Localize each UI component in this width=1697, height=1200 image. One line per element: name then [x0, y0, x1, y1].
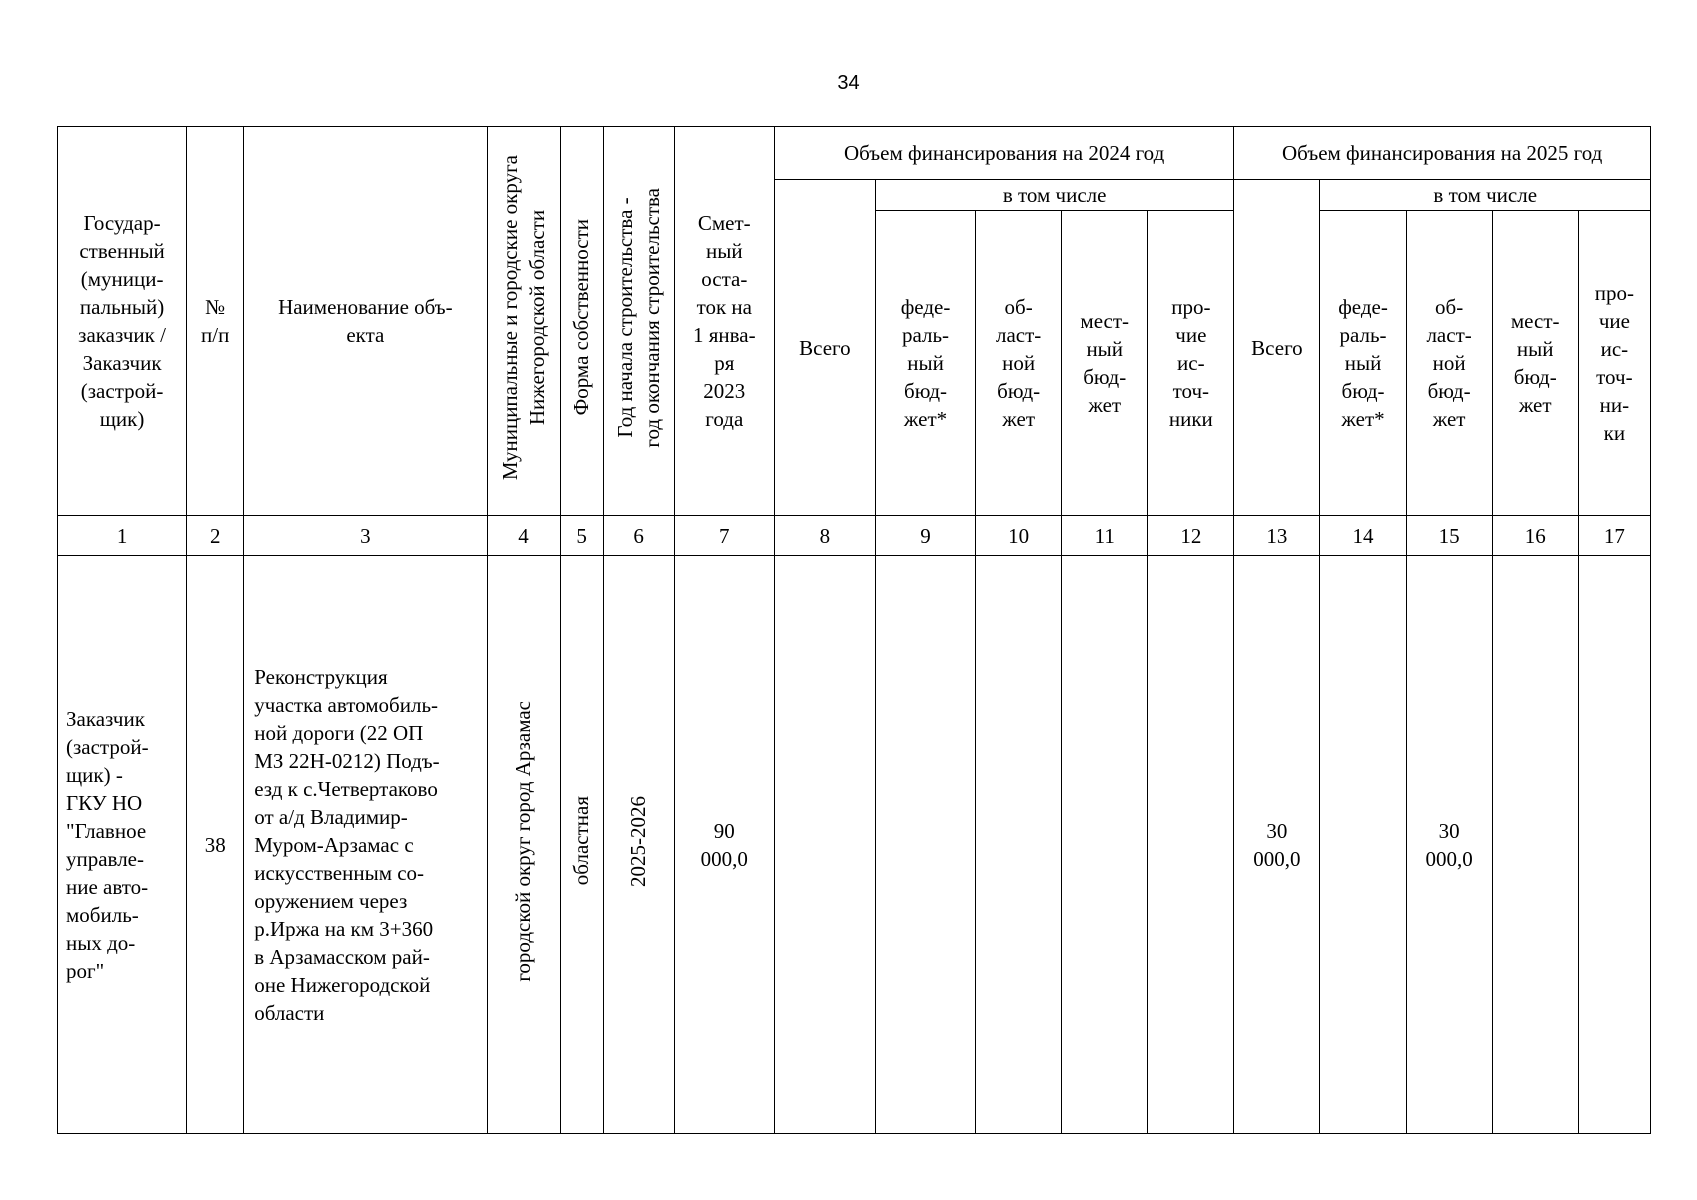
header-2025-total: Всего [1234, 180, 1320, 516]
header-2025-local: мест- ный бюд- жет [1492, 211, 1578, 516]
header-years: Год начала строительства - год окончания строительства [603, 127, 674, 516]
row-2025-local [1492, 556, 1578, 1134]
header-2025-regional: об- ласт- ной бюд- жет [1406, 211, 1492, 516]
table-row [58, 556, 1651, 1134]
row-2025-other [1578, 556, 1650, 1134]
header-funding-2024: Объем финансирования на 2024 год [774, 127, 1234, 180]
header-2024-regional: об- ласт- ной бюд- жет [976, 211, 1062, 516]
column-number: 17 [1578, 516, 1650, 556]
row-object-name: Реконструкция участка автомобиль- ной дороги (22 ОП МЗ 22Н-0212) Подъ- езд к с.Четвертаково от а/д Владимир- Муром-Арзамас с искусственным со- оружением через р.Иржа на км 3+360 в Арзамасском рай- оне Нижегородской области [244, 556, 487, 1134]
column-number: 11 [1062, 516, 1148, 556]
column-number: 9 [875, 516, 975, 556]
header-funding-2025: Объем финансирования на 2025 год [1234, 127, 1651, 180]
column-number: 12 [1148, 516, 1234, 556]
row-balance: 90 000,0 [674, 556, 774, 1134]
header-2024-local: мест- ный бюд- жет [1062, 211, 1148, 516]
header-2025-including: в том числе [1320, 180, 1651, 211]
row-2024-total [774, 556, 875, 1134]
row-2024-other [1148, 556, 1234, 1134]
header-2024-including: в том числе [875, 180, 1233, 211]
header-2025-other: про- чие ис- точ- ни- ки [1578, 211, 1650, 516]
header-customer: Государ- ственный (муници- пальный) заказчик / Заказчик (застрой- щик) [58, 127, 187, 516]
row-2025-regional: 30 000,0 [1406, 556, 1492, 1134]
row-2024-regional [976, 556, 1062, 1134]
row-district: городской округ город Арзамас [487, 556, 560, 1134]
column-number: 6 [603, 516, 674, 556]
column-number: 5 [560, 516, 603, 556]
row-2025-federal [1320, 556, 1406, 1134]
column-number-row [58, 516, 1651, 556]
column-number: 16 [1492, 516, 1578, 556]
column-number: 3 [244, 516, 487, 556]
header-2025-federal: феде- раль- ный бюд- жет* [1320, 211, 1406, 516]
column-number: 10 [976, 516, 1062, 556]
column-number: 4 [487, 516, 560, 556]
row-ownership: областная [560, 556, 603, 1134]
financing-table [57, 126, 1651, 1134]
header-balance: Смет- ный оста- ток на 1 янва- ря 2023 года [674, 127, 774, 516]
header-districts: Муниципальные и городские округа Нижегородской области [487, 127, 560, 516]
header-2024-federal: феде- раль- ный бюд- жет* [875, 211, 975, 516]
column-number: 8 [774, 516, 875, 556]
row-2025-total: 30 000,0 [1234, 556, 1320, 1134]
header-ownership: Форма собственности [560, 127, 603, 516]
header-object-name: Наименование объ- екта [244, 127, 487, 516]
column-number: 1 [58, 516, 187, 556]
header-2024-total: Всего [774, 180, 875, 516]
row-years: 2025-2026 [603, 556, 674, 1134]
header-2024-other: про- чие ис- точ- ники [1148, 211, 1234, 516]
column-number: 13 [1234, 516, 1320, 556]
column-number: 2 [187, 516, 244, 556]
row-customer: Заказчик (застрой- щик) - ГКУ НО "Главное управле- ние авто- мобиль- ных до- рог" [58, 556, 187, 1134]
page-number: 34 [837, 72, 860, 94]
column-number: 7 [674, 516, 774, 556]
column-number: 14 [1320, 516, 1406, 556]
row-2024-local [1062, 556, 1148, 1134]
row-2024-federal [875, 556, 975, 1134]
header-number: № п/п [187, 127, 244, 516]
column-number: 15 [1406, 516, 1492, 556]
row-number: 38 [187, 556, 244, 1134]
